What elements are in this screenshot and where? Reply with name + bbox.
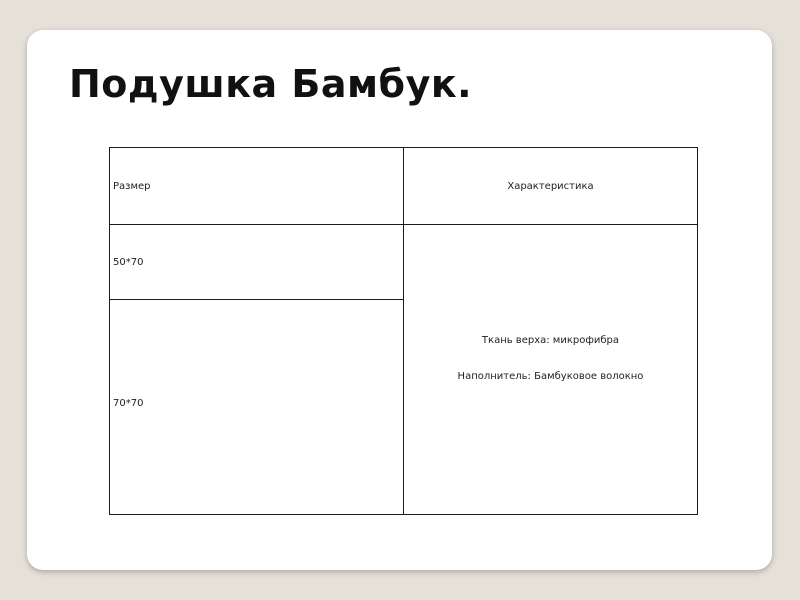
size-label-2: 70*70 (113, 397, 144, 409)
slide-panel (27, 30, 772, 570)
characteristics-list (458, 335, 644, 405)
characteristic-fabric: Ткань верха: микрофибра (481, 334, 620, 346)
characteristic-filling: Наполнитель: Бамбуковое волокно (457, 370, 644, 382)
characteristics-cell (404, 225, 698, 515)
size-cell-1: 50*70 (110, 225, 404, 300)
spec-table (109, 147, 698, 515)
header-size: Размер (110, 148, 404, 225)
size-cell-2 (110, 300, 404, 515)
header-characteristics: Характеристика (404, 148, 698, 225)
table-header-row (110, 148, 698, 225)
table-row (110, 225, 698, 300)
page-title: Подушка Бамбук. (69, 62, 473, 106)
